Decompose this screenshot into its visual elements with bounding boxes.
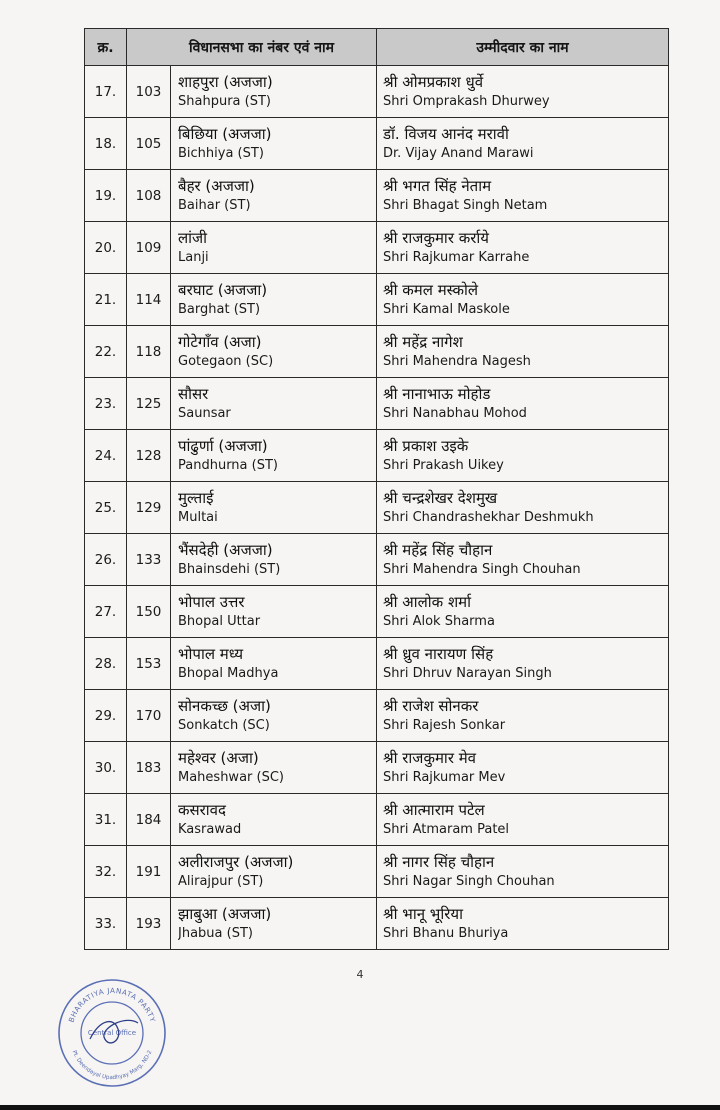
candidate-name-english: Shri Dhruv Narayan Singh (383, 666, 552, 681)
serial-number: 22. (85, 326, 127, 378)
constituency-cell (171, 170, 377, 222)
candidate-name-english: Shri Bhagat Singh Netam (383, 198, 548, 213)
serial-number: 29. (85, 690, 127, 742)
candidate-name-english: Shri Mahendra Nagesh (383, 354, 531, 369)
constituency-name-hindi: लांजी (178, 229, 208, 247)
constituency-number: 114 (127, 274, 171, 326)
candidate-name-english: Shri Chandrashekhar Deshmukh (383, 510, 594, 525)
candidate-name-hindi: श्री राजेश सोनकर (383, 697, 479, 715)
seal-outer-text: BHARATIYA JANATA PARTY (66, 985, 158, 1024)
table-row (85, 742, 669, 794)
candidate-name-hindi: श्री ओमप्रकाश धुर्वे (383, 73, 484, 91)
candidate-cell (377, 742, 669, 794)
constituency-name-english: Gotegaon (SC) (178, 354, 274, 369)
candidate-name-hindi: श्री नानाभाऊ मोहोड (383, 385, 491, 403)
serial-number: 23. (85, 378, 127, 430)
constituency-name-hindi: बैहर (अजजा) (178, 177, 255, 195)
header-constituency: विधानसभा का नंबर एवं नाम (127, 29, 377, 66)
constituency-number: 184 (127, 794, 171, 846)
candidate-cell (377, 794, 669, 846)
table-row (85, 898, 669, 950)
candidate-name-english: Shri Omprakash Dhurwey (383, 94, 550, 109)
table-row (85, 274, 669, 326)
page-number: 4 (356, 968, 364, 981)
serial-number: 19. (85, 170, 127, 222)
constituency-number: 128 (127, 430, 171, 482)
constituency-name-hindi: महेश्वर (अजा) (178, 749, 259, 767)
candidate-name-hindi: श्री भानू भूरिया (383, 905, 463, 923)
constituency-cell (171, 638, 377, 690)
constituency-name-hindi: भैंसदेही (अजजा) (178, 541, 273, 559)
serial-number: 28. (85, 638, 127, 690)
constituency-name-hindi: गोटेगाँव (अजा) (178, 333, 262, 351)
constituency-cell (171, 898, 377, 950)
constituency-name-hindi: सोनकच्छ (अजा) (178, 697, 271, 715)
table-row (85, 222, 669, 274)
serial-number: 20. (85, 222, 127, 274)
constituency-name-hindi: सौसर (178, 385, 209, 403)
constituency-name-english: Bhopal Madhya (178, 666, 279, 681)
table-row (85, 378, 669, 430)
candidate-cell (377, 326, 669, 378)
constituency-name-hindi: बरघाट (अजजा) (178, 281, 268, 299)
candidate-cell (377, 66, 669, 118)
header-candidate: उम्मीदवार का नाम (377, 29, 669, 66)
table-row (85, 794, 669, 846)
candidate-cell (377, 118, 669, 170)
constituency-number: 170 (127, 690, 171, 742)
candidate-name-english: Dr. Vijay Anand Marawi (383, 146, 534, 161)
candidate-cell (377, 846, 669, 898)
constituency-name-english: Alirajpur (ST) (178, 874, 264, 889)
candidate-cell (377, 534, 669, 586)
constituency-cell (171, 586, 377, 638)
constituency-cell (171, 378, 377, 430)
table-row (85, 326, 669, 378)
constituency-name-hindi: कसरावद (178, 801, 226, 819)
constituency-name-english: Baihar (ST) (178, 198, 251, 213)
candidate-name-hindi: श्री नागर सिंह चौहान (383, 853, 495, 871)
constituency-name-english: Jhabua (ST) (178, 926, 253, 941)
candidate-cell (377, 222, 669, 274)
candidate-cell (377, 638, 669, 690)
candidate-list-table (84, 28, 669, 950)
constituency-cell (171, 222, 377, 274)
constituency-name-hindi: बिछिया (अजजा) (178, 125, 272, 143)
constituency-cell (171, 690, 377, 742)
candidate-name-hindi: श्री राजकुमार मेव (383, 749, 477, 767)
candidate-cell (377, 274, 669, 326)
constituency-number: 108 (127, 170, 171, 222)
candidate-cell (377, 170, 669, 222)
constituency-name-hindi: मुल्ताई (178, 489, 214, 507)
constituency-cell (171, 326, 377, 378)
constituency-name-hindi: अलीराजपुर (अजजा) (178, 853, 294, 871)
candidate-cell (377, 430, 669, 482)
constituency-cell (171, 742, 377, 794)
candidate-name-english: Shri Prakash Uikey (383, 458, 504, 473)
table-row (85, 482, 669, 534)
bottom-edge-bar (0, 1105, 720, 1110)
constituency-number: 191 (127, 846, 171, 898)
constituency-name-english: Pandhurna (ST) (178, 458, 278, 473)
constituency-name-english: Kasrawad (178, 822, 242, 837)
serial-number: 26. (85, 534, 127, 586)
constituency-name-hindi: भोपाल उत्तर (178, 593, 245, 611)
candidate-name-hindi: श्री महेंद्र नागेश (383, 333, 463, 351)
candidate-name-hindi: श्री महेंद्र सिंह चौहान (383, 541, 493, 559)
serial-number: 32. (85, 846, 127, 898)
constituency-name-hindi: झाबुआ (अजजा) (178, 905, 272, 923)
candidate-cell (377, 690, 669, 742)
constituency-name-english: Multai (178, 510, 218, 525)
candidate-name-hindi: श्री आलोक शर्मा (383, 593, 472, 611)
constituency-cell (171, 430, 377, 482)
serial-number: 17. (85, 66, 127, 118)
table-row (85, 66, 669, 118)
constituency-cell (171, 66, 377, 118)
candidate-cell (377, 378, 669, 430)
serial-number: 31. (85, 794, 127, 846)
constituency-number: 103 (127, 66, 171, 118)
table-row (85, 690, 669, 742)
constituency-cell (171, 534, 377, 586)
constituency-cell (171, 846, 377, 898)
constituency-name-english: Bhainsdehi (ST) (178, 562, 281, 577)
constituency-name-english: Saunsar (178, 406, 231, 421)
candidate-name-hindi: श्री प्रकाश उइके (383, 437, 469, 455)
constituency-number: 125 (127, 378, 171, 430)
serial-number: 33. (85, 898, 127, 950)
constituency-number: 109 (127, 222, 171, 274)
serial-number: 18. (85, 118, 127, 170)
table-row (85, 638, 669, 690)
candidate-name-hindi: श्री ध्रुव नारायण सिंह (383, 645, 494, 663)
constituency-number: 150 (127, 586, 171, 638)
constituency-name-english: Lanji (178, 250, 209, 265)
serial-number: 27. (85, 586, 127, 638)
constituency-cell (171, 482, 377, 534)
candidate-cell (377, 898, 669, 950)
candidate-name-english: Shri Rajkumar Mev (383, 770, 506, 785)
candidate-name-hindi: श्री कमल मस्कोले (383, 281, 479, 299)
serial-number: 24. (85, 430, 127, 482)
constituency-number: 153 (127, 638, 171, 690)
candidate-name-hindi: श्री आत्माराम पटेल (383, 801, 485, 819)
table-row (85, 430, 669, 482)
candidate-name-english: Shri Alok Sharma (383, 614, 495, 629)
candidate-name-english: Shri Nanabhau Mohod (383, 406, 527, 421)
header-serial: क्र. (85, 29, 127, 66)
party-seal-stamp (56, 977, 168, 1089)
candidate-name-hindi: श्री चन्द्रशेखर देशमुख (383, 489, 498, 507)
constituency-name-hindi: भोपाल मध्य (178, 645, 244, 663)
candidate-name-english: Shri Bhanu Bhuriya (383, 926, 509, 941)
constituency-name-english: Barghat (ST) (178, 302, 261, 317)
seal-bottom-text: Pt. Deendayal Upadhyay Marg, ND-2 (70, 1049, 154, 1082)
serial-number: 21. (85, 274, 127, 326)
candidate-cell (377, 586, 669, 638)
table-row (85, 586, 669, 638)
constituency-cell (171, 274, 377, 326)
table-row (85, 118, 669, 170)
table-row (85, 846, 669, 898)
candidate-name-english: Shri Rajkumar Karrahe (383, 250, 530, 265)
constituency-name-english: Shahpura (ST) (178, 94, 271, 109)
constituency-name-english: Bhopal Uttar (178, 614, 261, 629)
constituency-number: 105 (127, 118, 171, 170)
constituency-name-english: Bichhiya (ST) (178, 146, 264, 161)
constituency-number: 133 (127, 534, 171, 586)
constituency-number: 193 (127, 898, 171, 950)
table-row (85, 534, 669, 586)
table-header-row (85, 29, 669, 66)
constituency-number: 118 (127, 326, 171, 378)
constituency-name-english: Maheshwar (SC) (178, 770, 284, 785)
serial-number: 30. (85, 742, 127, 794)
table-row (85, 170, 669, 222)
seal-center-text: Central Office (87, 1029, 137, 1037)
candidate-name-hindi: डॉ. विजय आनंद मरावी (383, 125, 509, 143)
constituency-cell (171, 794, 377, 846)
constituency-name-hindi: शाहपुरा (अजजा) (178, 73, 273, 91)
constituency-cell (171, 118, 377, 170)
candidate-name-hindi: श्री राजकुमार कर्राये (383, 229, 489, 247)
candidate-name-english: Shri Atmaram Patel (383, 822, 510, 837)
candidate-name-english: Shri Mahendra Singh Chouhan (383, 562, 581, 577)
constituency-number: 183 (127, 742, 171, 794)
constituency-name-english: Sonkatch (SC) (178, 718, 270, 733)
candidate-name-english: Shri Nagar Singh Chouhan (383, 874, 555, 889)
candidate-cell (377, 482, 669, 534)
constituency-number: 129 (127, 482, 171, 534)
candidate-name-english: Shri Kamal Maskole (383, 302, 510, 317)
serial-number: 25. (85, 482, 127, 534)
svg-text:Pt. Deendayal Upadhyay Marg, N (71, 1050, 154, 1081)
candidate-name-english: Shri Rajesh Sonkar (383, 718, 506, 733)
constituency-name-hindi: पांढुर्णा (अजजा) (178, 437, 268, 455)
candidate-name-hindi: श्री भगत सिंह नेताम (383, 177, 492, 195)
